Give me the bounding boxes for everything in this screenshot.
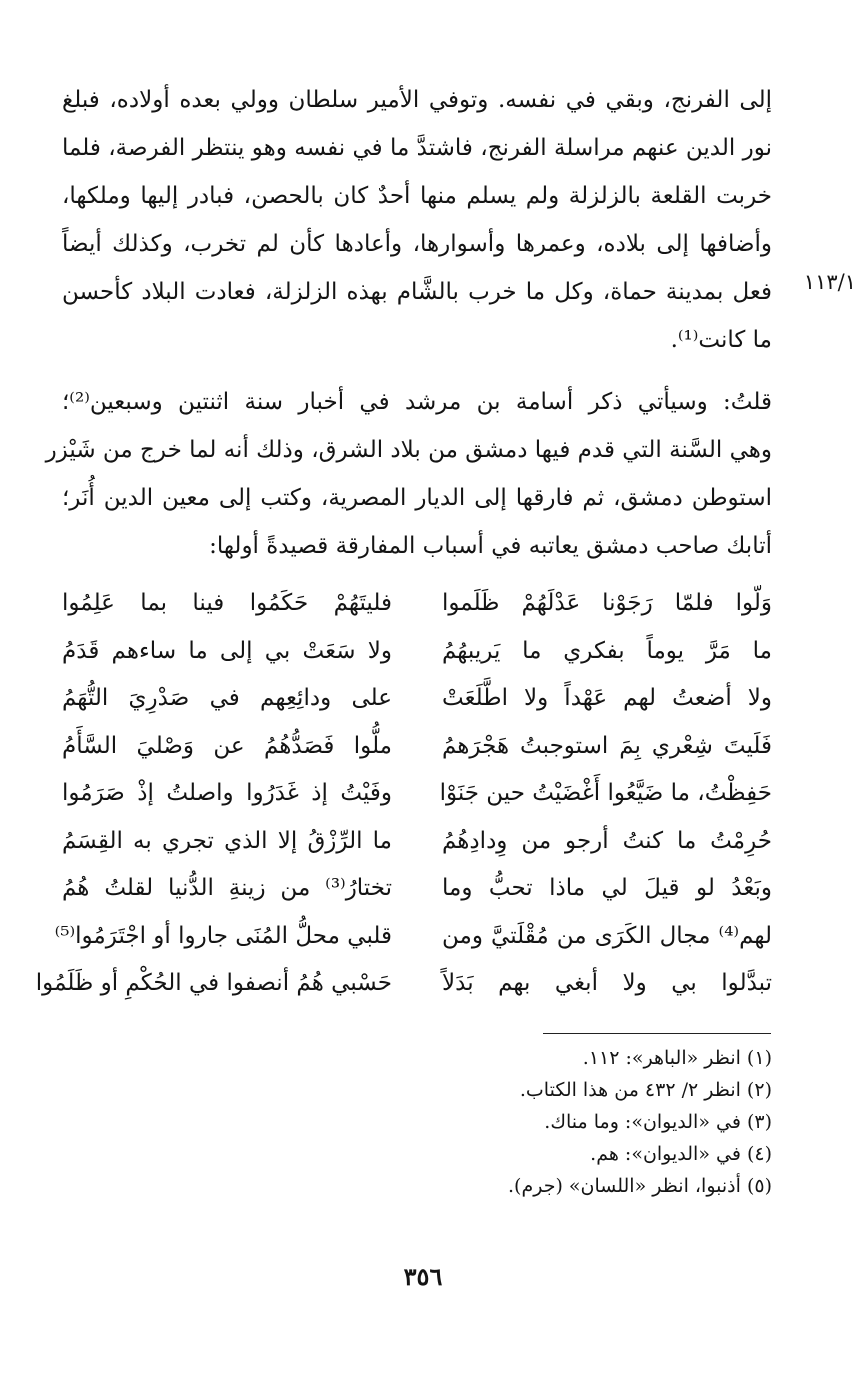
verse-first-hemistich: لهم⁽⁴⁾ مجال الكَرَى من مُقْلَتيَّ ومن <box>442 922 772 949</box>
verse-first-hemistich: تبدَّلوا بي ولا أبغي بهم بَدَلاً <box>442 970 772 996</box>
verse-second-hemistich: على ودائِعِهم في صَدْرِيَ التُّهَمُ <box>62 685 392 711</box>
verse-first-hemistich: حَفِظْتُ، ما ضَيَّعُوا أَغْضَيْتُ حين جَنَوْا <box>439 780 772 806</box>
poem-verse <box>62 580 772 628</box>
text-line: وأضافها إلى بلاده، وعمرها وأسوارها، وأعادها كأن لم تخرب، وكذلك أيضاً <box>62 231 772 257</box>
verse-second-hemistich: قلبي محلُّ المُنَى جاروا أو اجْتَرَمُوا⁽⁵⁾ <box>54 922 392 949</box>
footnote: (٣) في «الديوان»: وما مناك. <box>544 1111 772 1133</box>
footnote: (١) انظر «الباهر»: ١١٢. <box>582 1047 772 1069</box>
text-line: ما كانت⁽¹⁾. <box>670 327 772 353</box>
poem-verse <box>62 770 772 818</box>
poem-verse <box>62 628 772 676</box>
poem-verse <box>35 960 772 1008</box>
text-line: وهي السَّنة التي قدم فيها دمشق من بلاد الشرق، وذلك أنه لما خرج من شَيْزر <box>45 437 772 463</box>
verse-second-hemistich: ما الرِّزْقُ إلا الذي تجري به القِسَمُ <box>62 827 392 854</box>
text-line: خربت القلعة بالزلزلة ولم يسلم منها أحدٌ كان بالحصن، فبادر إليها وملكها، <box>62 183 772 209</box>
text-line: نور الدين عنهم مراسلة الفرنج، فاشتدَّ ما في نفسه وهو ينتظر الفرصة، فلما <box>62 135 772 161</box>
verse-second-hemistich: تختارُ⁽³⁾ من زينةِ الدُّنيا لقلتُ هُمُ <box>62 875 392 901</box>
footnote-separator <box>543 1033 771 1034</box>
text-line: فعل بمدينة حماة، وكل ما خرب بالشَّام بهذه الزلزلة، فعادت البلاد كأحسن <box>62 279 772 305</box>
text-line: إلى الفرنج، وبقي في نفسه. وتوفي الأمير سلطان وولي بعده أولاده، فبلغ <box>62 87 772 113</box>
verse-second-hemistich: ولا سَعَتْ بي إلى ما ساءهم قَدَمُ <box>62 637 392 664</box>
footnotes <box>300 1042 772 1202</box>
verse-second-hemistich: حَسْبي هُمُ أنصفوا في الحُكْمِ أو ظَلَمُوا <box>35 970 392 996</box>
text-line: استوطن دمشق، ثم فارقها إلى الديار المصرية، وكتب إلى معين الدين أُنَر؛ <box>62 485 772 511</box>
poem-verse <box>62 865 772 913</box>
verse-second-hemistich: ملُّوا فَصَدُّهُمُ عن وَصْليَ السَّأَمُ <box>62 732 392 759</box>
poem-verse <box>54 913 772 961</box>
footnote: (٤) في «الديوان»: هم. <box>590 1143 772 1165</box>
poem-verse <box>62 723 772 771</box>
verse-first-hemistich: حُرِمْتُ ما كنتُ أرجو من وِدادِهُمُ <box>442 827 772 854</box>
verse-first-hemistich: وبَعْدُ لو قيلَ لي ماذا تحبُّ وما <box>442 875 772 901</box>
margin-reference: ١١٣/١ <box>803 270 856 294</box>
text-line: قلتُ: وسيأتي ذكر أسامة بن مرشد في أخبار سنة اثنتين وسبعين⁽²⁾؛ <box>62 389 772 415</box>
verse-first-hemistich: وَلّوا فلمّا رَجَوْنا عَدْلَهُمْ ظَلَموا <box>442 590 772 616</box>
verse-first-hemistich: ما مَرَّ يوماً بفكري ما يَريبهُمُ <box>442 637 772 664</box>
footnote: (٢) انظر ٢/ ٤٣٢ من هذا الكتاب. <box>519 1079 772 1101</box>
verse-first-hemistich: فَلَيتَ شِعْري بِمَ استوجبتُ هَجْرَهمُ <box>442 732 772 759</box>
poem-verse <box>62 818 772 866</box>
verse-second-hemistich: فليتَهُمْ حَكَمُوا فينا بما عَلِمُوا <box>62 590 392 616</box>
footnote: (٥) أذنبوا، انظر «اللسان» (جرم). <box>508 1175 772 1197</box>
verse-second-hemistich: وفَيْتُ إذ غَدَرُوا واصلتُ إذْ صَرَمُوا <box>62 780 392 806</box>
poem <box>35 580 772 1008</box>
paragraph-2 <box>45 378 772 570</box>
verse-first-hemistich: ولا أضعتُ لهم عَهْداً ولا اطَّلَعَتْ <box>442 685 772 711</box>
poem-verse <box>62 675 772 723</box>
page-number: ٣٥٦ <box>403 1262 443 1291</box>
paragraph-1 <box>62 76 772 364</box>
text-line: أتابك صاحب دمشق يعاتبه في أسباب المفارقة قصيدةً أولها: <box>209 533 772 559</box>
